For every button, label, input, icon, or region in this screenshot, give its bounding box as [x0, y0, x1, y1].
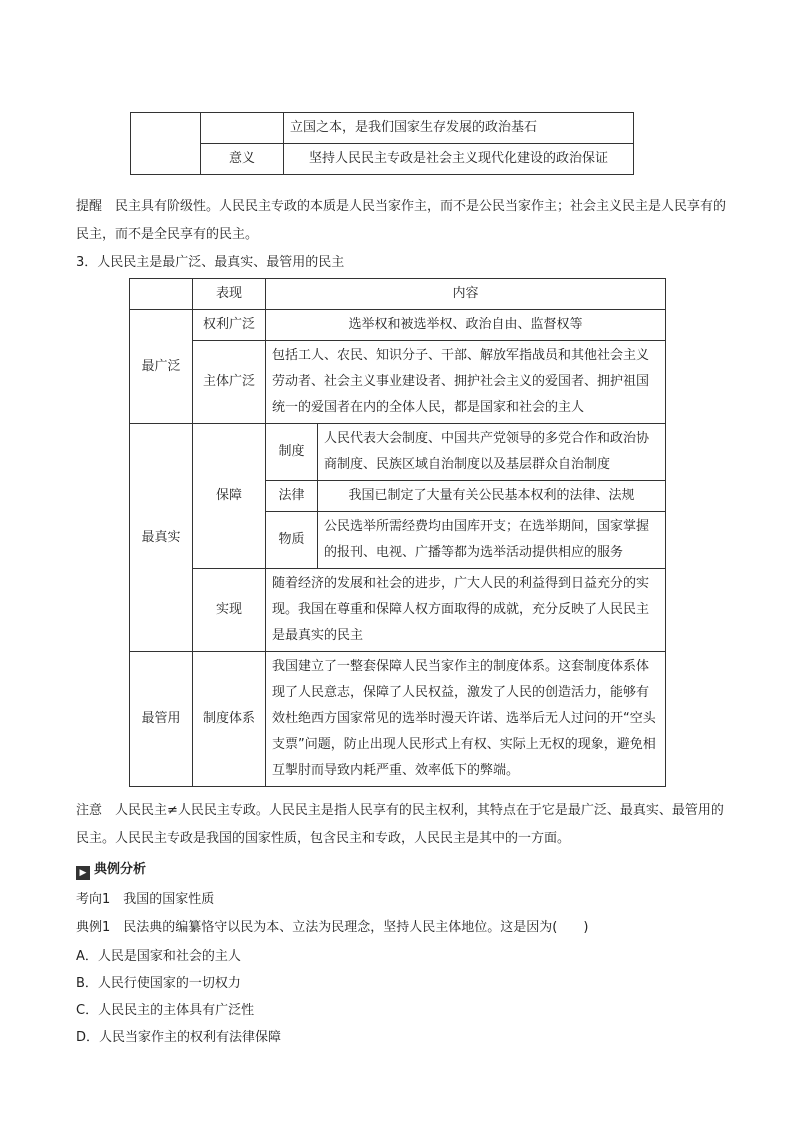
table-cell: 我国已制定了大量有关公民基本权利的法律、法规: [318, 481, 666, 512]
row-label: 最管用: [130, 652, 193, 787]
main-table: [129, 278, 666, 787]
option-b[interactable]: B．人民行使国家的一切权力: [76, 976, 241, 991]
table-row: [130, 341, 666, 424]
table-cell: 坚持人民民主专政是社会主义现代化建设的政治保证: [284, 144, 634, 175]
example-heading-text: 典例分析: [94, 862, 147, 877]
table-cell: 选举权和被选举权、政治自由、监督权等: [266, 310, 666, 341]
table-cell: 包括工人、农民、知识分子、干部、解放军指战员和其他社会主义劳动者、社会主义事业建设者、拥护社会主义的爱国者、拥护祖国统一的爱国者在内的全体人民，都是国家和社会的主人: [266, 341, 666, 424]
table-row: [131, 113, 634, 144]
row-label: 最广泛: [130, 310, 193, 424]
row-label: 最真实: [130, 424, 193, 652]
option-a[interactable]: A．人民是国家和社会的主人: [76, 949, 241, 964]
option-c[interactable]: C．人民民主的主体具有广泛性: [76, 1003, 255, 1018]
table-cell: 实现: [193, 569, 266, 652]
direction-label: 考向1 我国的国家性质: [76, 892, 215, 907]
table-row: [130, 424, 666, 481]
table-cell: [201, 113, 284, 144]
reminder-paragraph: 提醒 民主具有阶级性。人民民主专政的本质是人民当家作主，而不是公民当家作主；社会主义民主是人民享有的民主，而不是全民享有的民主。: [76, 199, 727, 242]
example-heading: [76, 856, 726, 884]
table-cell: [130, 279, 193, 310]
table-cell: 主体广泛: [193, 341, 266, 424]
table-cell: 制度: [266, 424, 318, 481]
option-d[interactable]: D．人民当家作主的权利有法律保障: [76, 1030, 282, 1045]
table-cell: 权利广泛: [193, 310, 266, 341]
top-table: [130, 112, 634, 175]
table-cell: 立国之本，是我们国家生存发展的政治基石: [284, 113, 634, 144]
question-text: 典例1 民法典的编纂恪守以民为本、立法为民理念，坚持人民主体地位。这是因为( ): [76, 920, 589, 935]
table-cell: 我国建立了一整套保障人民当家作主的制度体系。这套制度体系体现了人民意志，保障了人民权益，激发了人民的创造活力，能够有效杜绝西方国家常见的选举时漫天许诺、选举后无人过问的开“空头支票”问题，防止出现人民形式上有权、实际上无权的现象，避免相互掣肘而导致内耗严重、效率低下的弊端。: [266, 652, 666, 787]
table-cell: [131, 113, 201, 175]
table-row: [131, 144, 634, 175]
table-cell: 法律: [266, 481, 318, 512]
table-row: [130, 310, 666, 341]
table-row: [130, 569, 666, 652]
note-paragraph: 注意 人民民主≠人民民主专政。人民民主是指人民享有的民主权利，其特点在于它是最广泛、最真实、最管用的民主。人民民主专政是我国的国家性质，包含民主和专政，人民民主是其中的一方面。: [76, 803, 724, 846]
table-header-cell: 内容: [266, 279, 666, 310]
table-row: [130, 652, 666, 787]
table-cell: 制度体系: [193, 652, 266, 787]
table-header-cell: 表现: [193, 279, 266, 310]
table-cell: 随着经济的发展和社会的进步，广大人民的利益得到日益充分的实现。我国在尊重和保障人权方面取得的成就，充分反映了人民民主是最真实的民主: [266, 569, 666, 652]
table-cell: 意义: [201, 144, 284, 175]
section-title: 3．人民民主是最广泛、最真实、最管用的民主: [76, 255, 345, 270]
table-cell: 物质: [266, 512, 318, 569]
play-triangle-icon: ▶: [76, 866, 90, 880]
table-cell: 人民代表大会制度、中国共产党领导的多党合作和政治协商制度、民族区域自治制度以及基层群众自治制度: [318, 424, 666, 481]
table-header-row: [130, 279, 666, 310]
table-cell: 保障: [193, 424, 266, 569]
table-cell: 公民选举所需经费均由国库开支；在选举期间，国家掌握的报刊、电视、广播等都为选举活动提供相应的服务: [318, 512, 666, 569]
